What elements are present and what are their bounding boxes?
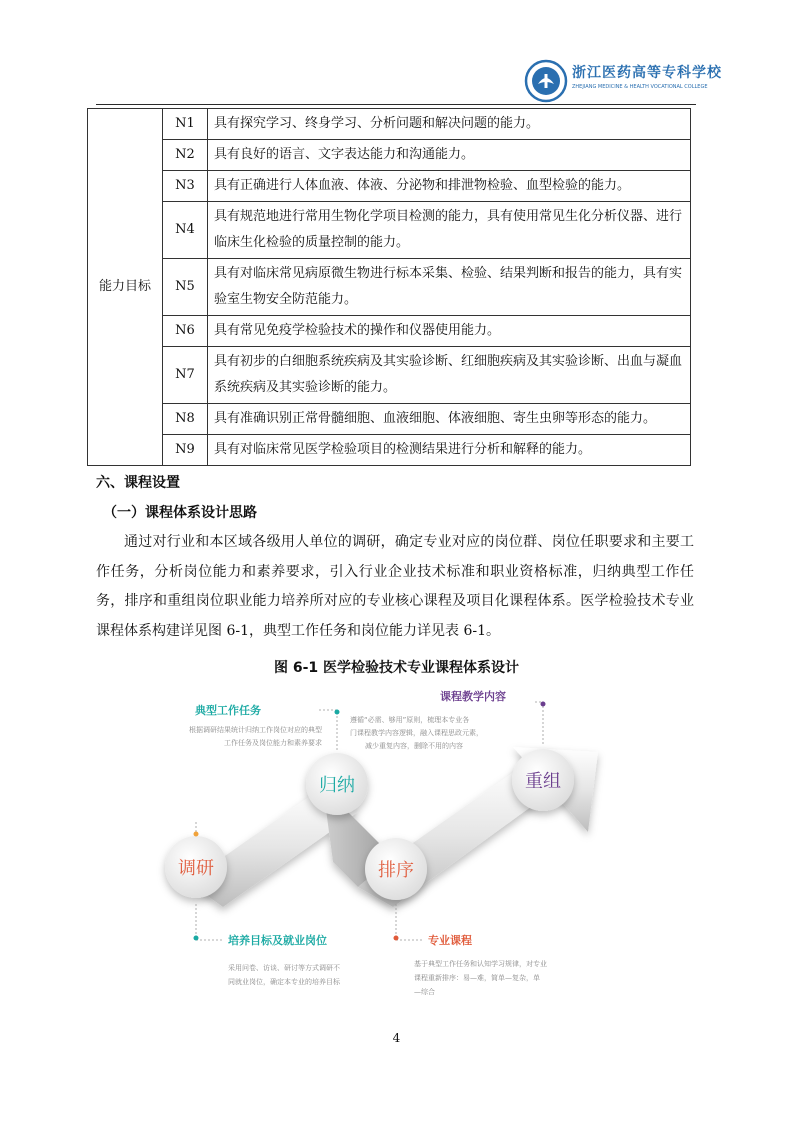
table-row xyxy=(88,202,691,259)
typical-tasks-text: 根据调研结果统计归纳工作岗位对应的典型 xyxy=(189,726,322,734)
dot-icon xyxy=(194,936,199,941)
step-reorganize-label: 重组 xyxy=(525,771,561,792)
school-name-en: ZHEJIANG MEDICINE & HEALTH VOCATIONAL COLLEGE xyxy=(572,84,708,90)
step-research-label: 调研 xyxy=(178,858,214,879)
dot-icon xyxy=(541,702,546,707)
code-cell: N3 xyxy=(163,171,208,202)
table-row xyxy=(88,435,691,466)
desc-cell: 具有准确识别正常骨髓细胞、血液细胞、体液细胞、寄生虫卵等形态的能力。 xyxy=(208,404,691,435)
ability-goals-table xyxy=(87,108,691,466)
table-row xyxy=(88,109,691,140)
code-cell: N4 xyxy=(163,202,208,259)
table-row xyxy=(88,404,691,435)
typical-tasks-title: 典型工作任务 xyxy=(195,704,261,717)
table-row xyxy=(88,316,691,347)
school-name: 浙江医药高等专科学校 xyxy=(572,65,722,81)
code-cell: N8 xyxy=(163,404,208,435)
header-divider xyxy=(96,104,696,105)
course-text: 课程重新排序：易—难，简单—复杂，单 xyxy=(414,974,540,982)
step-research xyxy=(165,836,227,898)
desc-cell: 具有对临床常见医学检验项目的检测结果进行分析和解释的能力。 xyxy=(208,435,691,466)
step-induce-label: 归纳 xyxy=(319,775,355,796)
course-text: —综合 xyxy=(414,988,435,996)
content-text: 减少重复内容，删除不用的内容 xyxy=(365,742,463,750)
content-title: 课程教学内容 xyxy=(440,690,506,703)
course-text: 基于典型工作任务和认知学习规律，对专业 xyxy=(414,960,547,968)
table-row xyxy=(88,259,691,316)
table-row xyxy=(88,171,691,202)
desc-cell: 具有探究学习、终身学习、分析问题和解决问题的能力。 xyxy=(208,109,691,140)
desc-cell: 具有初步的白细胞系统疾病及其实验诊断、红细胞疾病及其实验诊断、出血与凝血系统疾病及其实验诊断的能力。 xyxy=(208,347,691,404)
desc-cell: 具有良好的语言、文字表达能力和沟通能力。 xyxy=(208,140,691,171)
table-row xyxy=(88,140,691,171)
code-cell: N5 xyxy=(163,259,208,316)
code-cell: N9 xyxy=(163,435,208,466)
step-reorganize xyxy=(512,749,574,811)
code-cell: N6 xyxy=(163,316,208,347)
step-sort xyxy=(365,838,427,900)
table-row xyxy=(88,347,691,404)
subsection-heading: （一）课程体系设计思路 xyxy=(103,505,257,521)
step-sort-label: 排序 xyxy=(378,860,414,881)
course-title: 专业课程 xyxy=(428,934,472,947)
step-induce xyxy=(306,753,368,815)
desc-cell: 具有常见免疫学检验技术的操作和仪器使用能力。 xyxy=(208,316,691,347)
desc-cell: 具有正确进行人体血液、体液、分泌物和排泄物检验、血型检验的能力。 xyxy=(208,171,691,202)
goal-text: 采用问卷、访谈、研讨等方式调研不 xyxy=(228,964,340,972)
goal-text: 同就业岗位，确定本专业的培养目标 xyxy=(228,978,340,986)
typical-tasks-text: 工作任务及岗位能力和素养要求 xyxy=(224,739,322,747)
code-cell: N2 xyxy=(163,140,208,171)
content-text: 门课程教学内容逻辑，融入课程思政元素， xyxy=(350,729,483,737)
desc-cell: 具有对临床常见病原微生物进行标本采集、检验、结果判断和报告的能力，具有实验室生物安全防范能力。 xyxy=(208,259,691,316)
dot-icon xyxy=(194,832,199,837)
body-paragraph: 通过对行业和本区域各级用人单位的调研，确定专业对应的岗位群、岗位任职要求和主要工作任务，分析岗位能力和素养要求，引入行业企业技术标准和职业资格标准，归纳典型工作任务，排序和重组岗位职业能力培养所对应的专业核心课程及项目化课程体系。医学检验技术专业课程体系构建详见图 6-1，典型工作任务和岗位能力详见表 6-1。 xyxy=(96,534,694,639)
content-text: 遵循“必需、够用”原则，梳理本专业各 xyxy=(350,716,470,724)
category-cell: 能力目标 xyxy=(88,109,163,466)
dot-icon xyxy=(394,936,399,941)
code-cell: N7 xyxy=(163,347,208,404)
dot-icon xyxy=(335,710,340,715)
curriculum-design-diagram xyxy=(118,682,618,1012)
goal-title: 培养目标及就业岗位 xyxy=(228,934,327,947)
page-number: 4 xyxy=(392,1031,401,1045)
section-heading: 六、课程设置 xyxy=(96,475,180,491)
desc-cell: 具有规范地进行常用生物化学项目检测的能力，具有使用常见生化分析仪器、进行临床生化检验的质量控制的能力。 xyxy=(208,202,691,259)
code-cell: N1 xyxy=(163,109,208,140)
figure-title: 图 6-1 医学检验技术专业课程体系设计 xyxy=(273,660,520,676)
